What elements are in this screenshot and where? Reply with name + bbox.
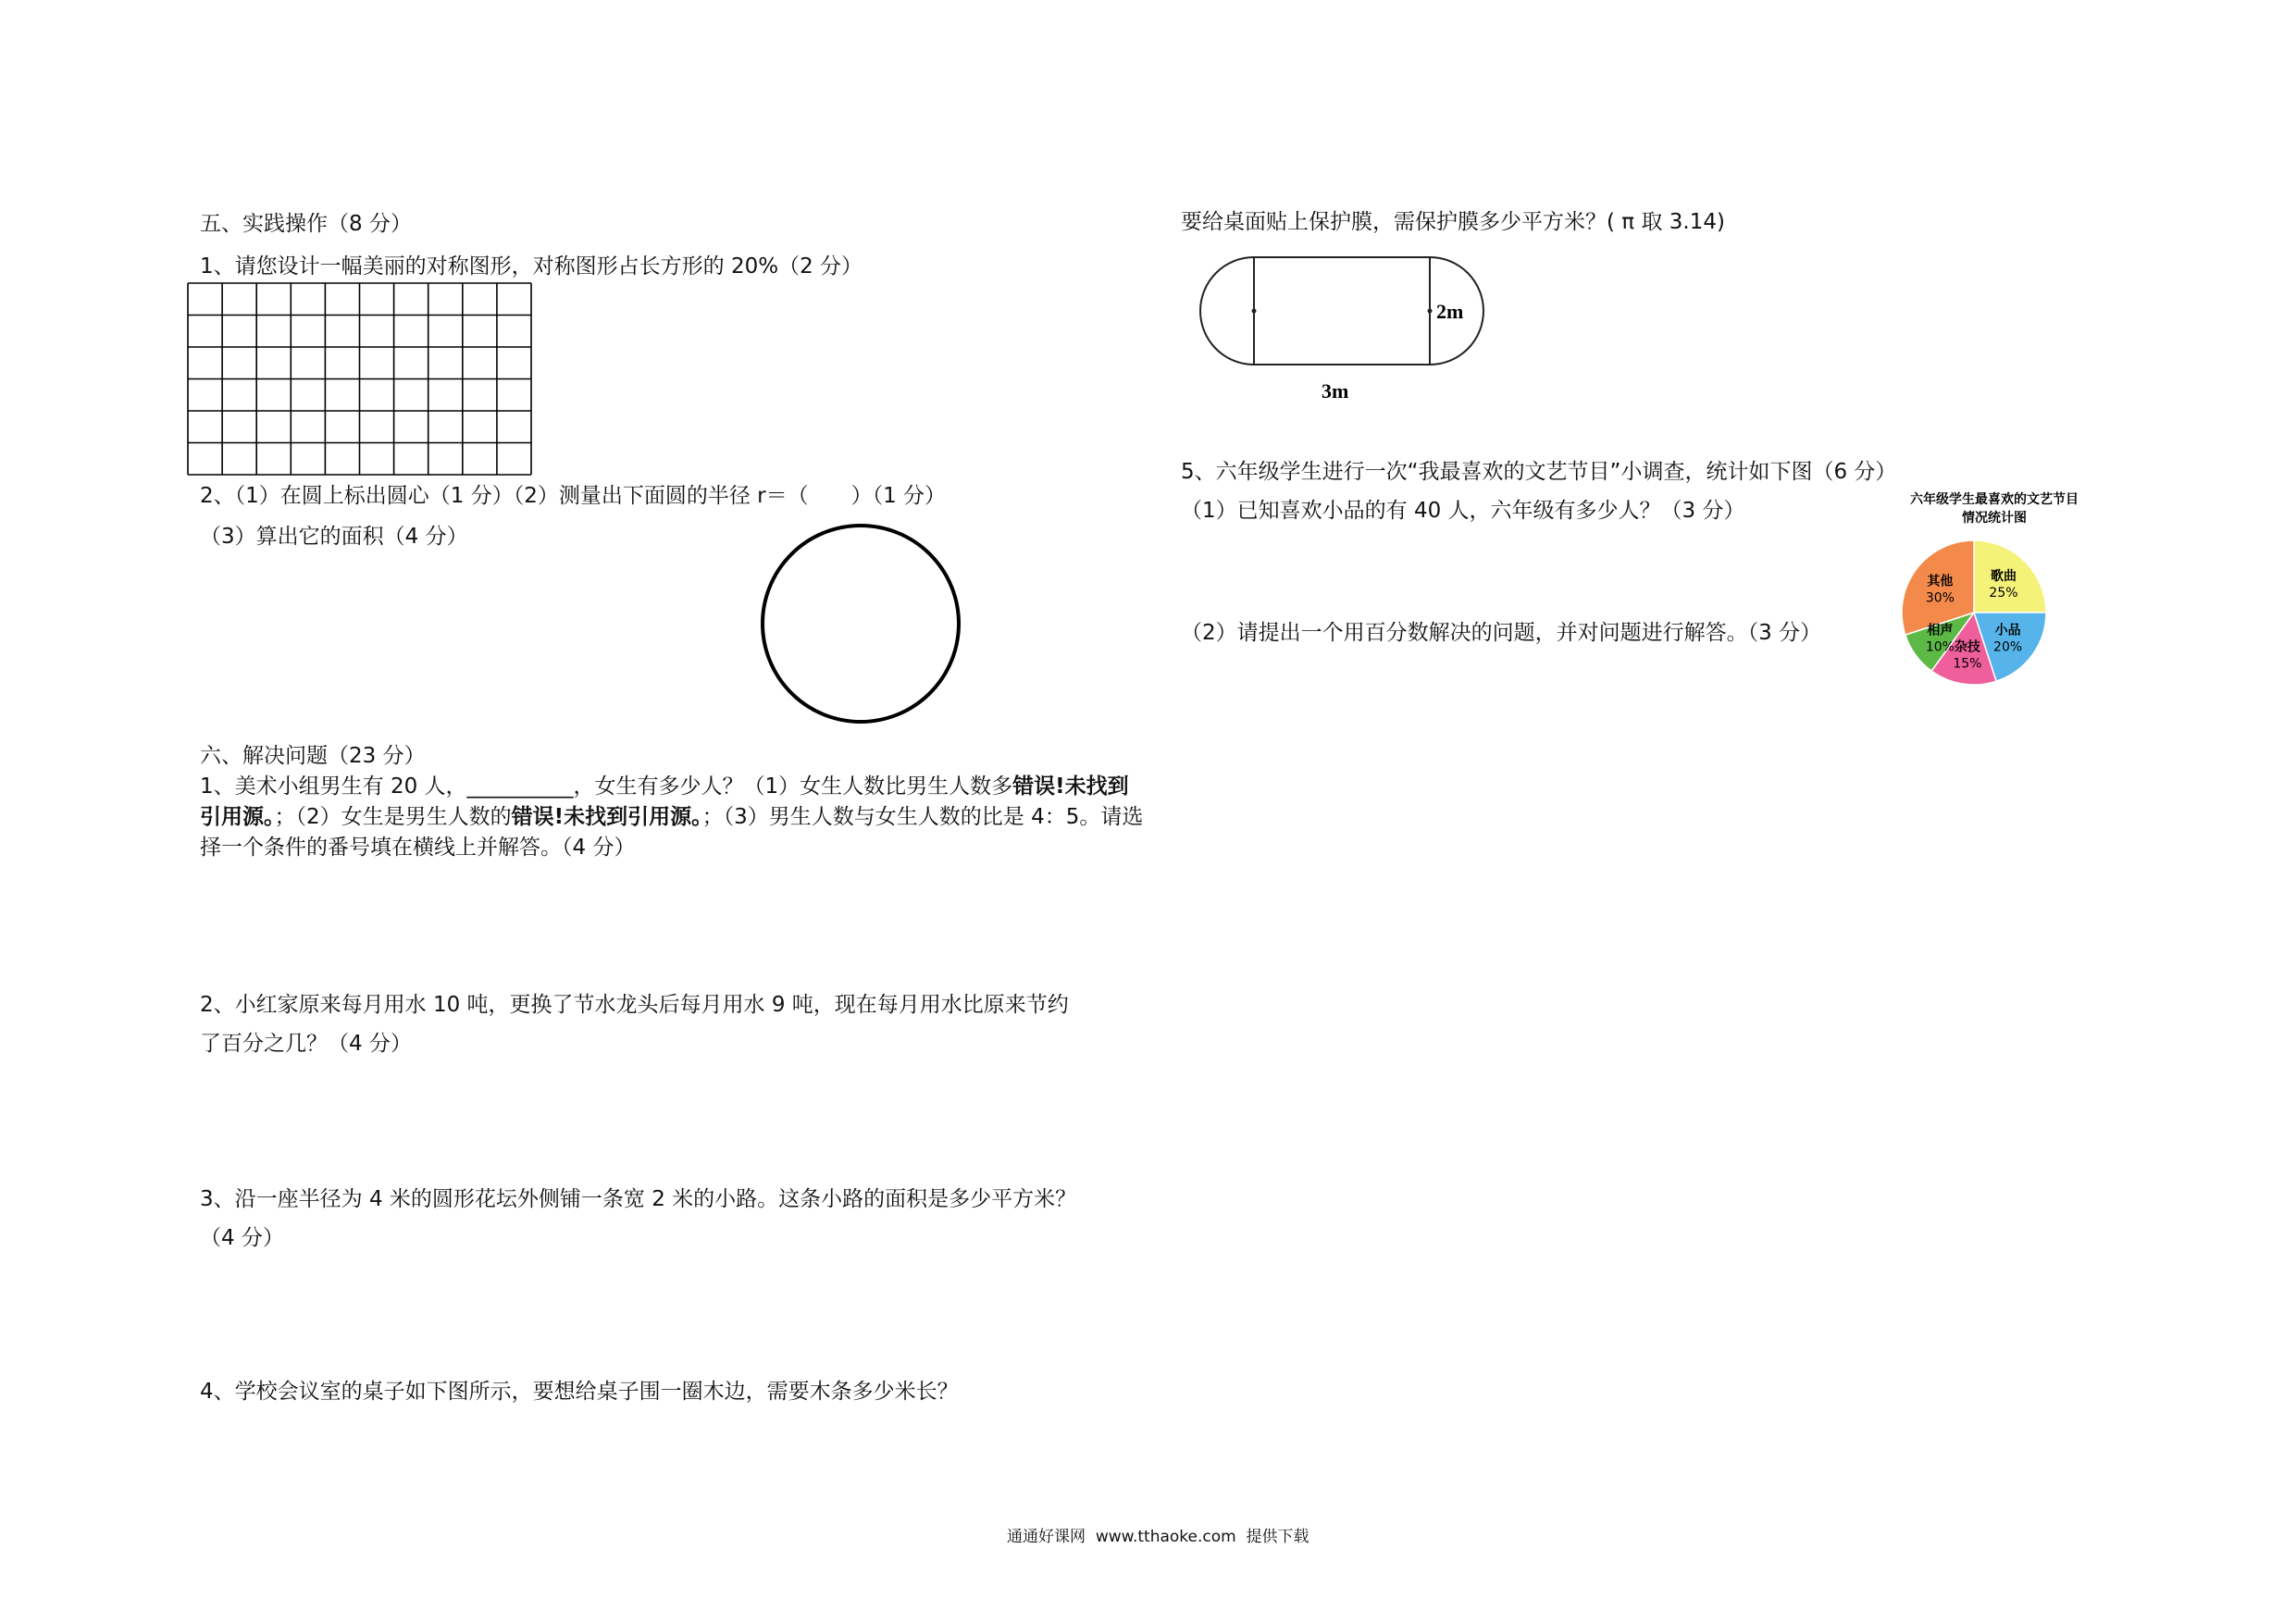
pie-value-label: 30% <box>1925 590 1955 606</box>
section6-q1-part1: 1、美术小组男生有 20 人，__________，女生有多少人？（1）女生人数比男生人数多 <box>200 774 1013 799</box>
section5-q2-line1: 2、（1）在圆上标出圆心（1 分）（2）测量出下面圆的半径 r＝（ ）（1 分） <box>200 484 947 508</box>
section6-q1 <box>200 772 1144 863</box>
section5-heading: 五、实践操作（8 分） <box>200 212 412 236</box>
pie-label: 歌曲 <box>1990 569 2017 585</box>
table-diagram <box>1175 252 1508 409</box>
right-q5-heading: 5、六年级学生进行一次“我最喜欢的文艺节目”小调查，统计如下图（6 分） <box>1181 460 1897 484</box>
footer-provide: 提供下载 <box>1246 1528 1309 1546</box>
section6-q3-line1: 3、沿一座半径为 4 米的圆形花坛外侧铺一条宽 2 米的小路。这条小路的面积是多少平方米？ <box>200 1187 1077 1211</box>
dimension-height-label: 2m <box>1436 300 1464 323</box>
section6-q2-line1: 2、小红家原来每月用水 10 吨，更换了节水龙头后每月用水 9 吨，现在每月用水比原来节约 <box>200 993 1069 1017</box>
right-q5-part2: （2）请提出一个用百分数解决的问题，并对问题进行解答。（3 分） <box>1181 621 1822 645</box>
dimension-width-label: 3m <box>1322 379 1349 403</box>
pie-chart <box>1888 489 2101 692</box>
footer-url[interactable]: www.tthaoke.com <box>1095 1528 1236 1546</box>
section6-heading: 六、解决问题（23 分） <box>200 744 426 768</box>
pie-label: 小品 <box>1994 623 2021 638</box>
reference-error-2: 错误!未找到引用源。 <box>511 805 702 829</box>
footer-site: 通通好课网 <box>1007 1528 1086 1546</box>
section6-q1-part2: ；（2）女生是男生人数的 <box>274 805 512 829</box>
reference-error-1: 错误!未找到引用源。 <box>200 774 1129 829</box>
right-q4-continued: 要给桌面贴上保护膜，需保护膜多少平方米？( π 取 3.14) <box>1181 210 1725 234</box>
pie-value-label: 25% <box>1989 586 2018 601</box>
pie-value-label: 20% <box>1993 639 2023 655</box>
measurement-circle <box>759 521 962 726</box>
pie-label: 其他 <box>1927 574 1954 589</box>
pie-label: 杂技 <box>1954 639 1980 655</box>
footer <box>1007 1523 1309 1546</box>
section5-q1: 1、请您设计一幅美丽的对称图形，对称图形占长方形的 20%（2 分） <box>200 254 863 279</box>
pie-value-label: 15% <box>1953 656 1982 672</box>
pie-value-label: 10% <box>1925 639 1955 655</box>
section6-q2-line2: 了百分之几？（4 分） <box>200 1032 412 1056</box>
section6-q4: 4、学校会议室的桌子如下图所示，要想给桌子围一圈木边，需要木条多少米长？ <box>200 1380 959 1404</box>
chart-title: 六年级学生最喜欢的文艺节目 <box>1910 492 2079 507</box>
right-q5-part1: （1）已知喜欢小品的有 40 人，六年级有多少人？（3 分） <box>1181 499 1745 523</box>
pie-label: 相声 <box>1927 623 1954 638</box>
section6-q1-part3: ；（3）男生人数与女生人数的比是 4：5。请选择一个条件的番号填在横线上并解答。（4 分） <box>200 805 1144 860</box>
section5-q2-line2: （3）算出它的面积（4 分） <box>200 525 468 549</box>
chart-subtitle: 情况统计图 <box>1962 511 2027 526</box>
section6-q3-line2: （4 分） <box>200 1226 284 1250</box>
